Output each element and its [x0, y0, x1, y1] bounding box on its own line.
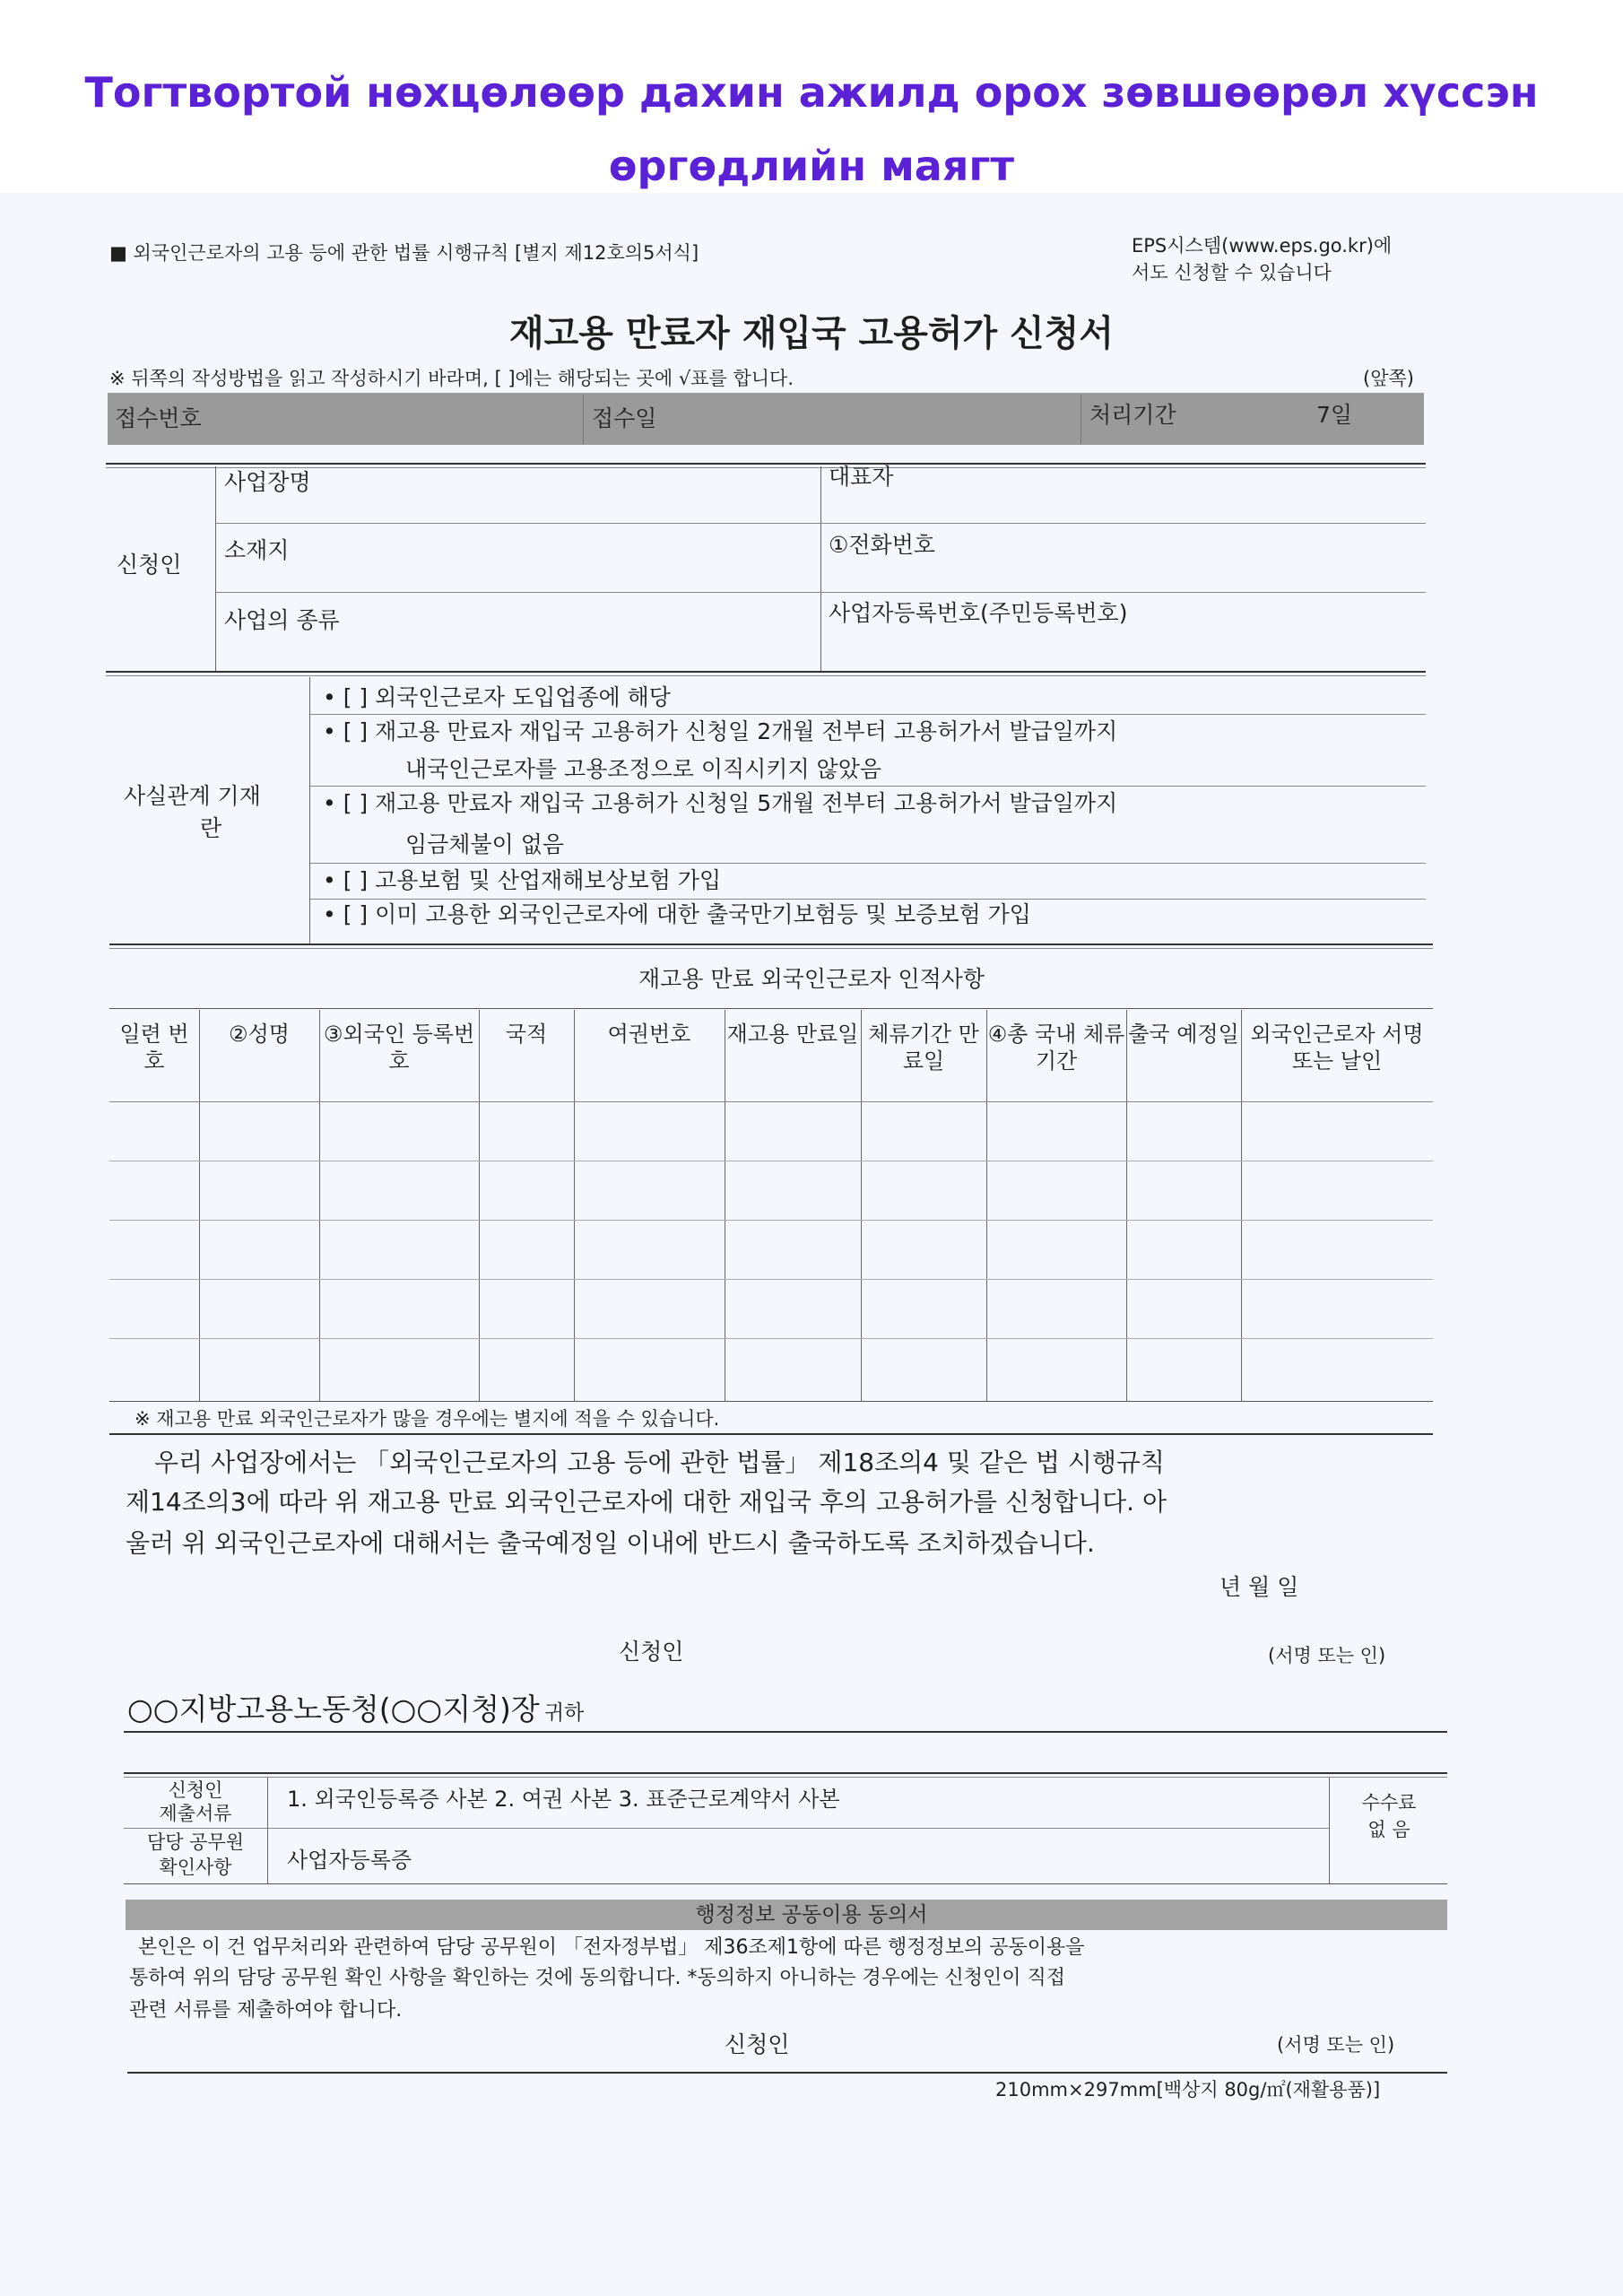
workers-col-header: 재고용 만료일 [726, 1022, 859, 1047]
fee-label: 수수료 [1361, 1792, 1417, 1813]
official-check-label-2: 확인사항 [159, 1857, 232, 1878]
table-header-rule [109, 1101, 1433, 1102]
applicant-docs-label-1: 신청인 [168, 1779, 223, 1801]
law-reference: ■ 외국인근로자의 고용 등에 관한 법률 시행규칙 [별지 제12호의5서식] [109, 242, 699, 264]
recipient-suffix: 귀하 [543, 1701, 585, 1725]
declaration-signature: (서명 또는 인) [1268, 1645, 1386, 1666]
table-column-rule [319, 1010, 320, 1401]
applicant-docs-label-2: 제출서류 [159, 1803, 232, 1824]
table-column-rule [199, 1010, 200, 1401]
table-row [109, 1220, 1433, 1221]
workers-col-header: 외국인근로자 서명 또는 날인 [1250, 1022, 1424, 1074]
recipient-line [127, 1690, 584, 1733]
fact-item-2-cont: 내국인근로자를 고용조정으로 이직시키지 않았음 [405, 756, 881, 782]
workers-note: ※ 재고용 만료 외국인근로자가 많을 경우에는 별지에 적을 수 있습니다. [135, 1408, 720, 1430]
official-check-items: 사업자등록증 [287, 1848, 412, 1873]
paper-spec: 210mm×297mm[백상지 80g/㎡(재활용품)] [995, 2079, 1381, 2100]
table-row [109, 1338, 1433, 1339]
facts-label-line1: 사실관계 기재 [124, 783, 261, 809]
consent-title: 행정정보 공동이용 동의서 [695, 1903, 928, 1926]
applicant-docs-items: 1. 외국인등록증 사본 2. 여권 사본 3. 표준근로계약서 사본 [287, 1787, 840, 1812]
workers-col-header: ④총 국내 체류기간 [987, 1022, 1125, 1074]
registration-number-label: 사업자등록번호(주민등록번호) [829, 600, 1128, 626]
workers-col-header: 출국 예정일 [1128, 1022, 1239, 1047]
declaration-date: 년 월 일 [1219, 1574, 1299, 1600]
eps-note-line2: 서도 신청할 수 있습니다 [1132, 262, 1332, 283]
banner [0, 0, 1623, 193]
receipt-bar [108, 393, 1424, 445]
fact-item-2: • [ ] 재고용 만료자 재입국 고용허가 신청일 2개월 전부터 고용허가서 발급일까지 [323, 718, 1118, 744]
workers-section-title: 재고용 만료 외국인근로자 인적사항 [638, 966, 985, 992]
table-row [109, 1279, 1433, 1280]
processing-period-label: 처리기간 [1089, 402, 1176, 428]
receipt-date-label: 접수일 [592, 405, 657, 431]
business-name-label: 사업장명 [224, 469, 311, 495]
facts-label-line2: 란 [200, 815, 222, 841]
fact-item-5: • [ ] 이미 고용한 외국인근로자에 대한 출국만기보험등 및 보증보험 가입 [323, 901, 1031, 927]
consent-line1: 본인은 이 건 업무처리와 관련하여 담당 공무원이 「전자정부법」 제36조제1항에 따른 행정정보의 공동이용을 [138, 1936, 1085, 1959]
fee-value: 없 음 [1367, 1819, 1410, 1840]
fact-item-4: • [ ] 고용보험 및 산업재해보상보험 가입 [323, 867, 722, 893]
workers-col-header: 일련 번호 [119, 1022, 189, 1074]
workers-col-header: 국적 [505, 1022, 548, 1047]
receipt-number-label: 접수번호 [115, 405, 202, 431]
declaration-line2: 제14조의3에 따라 위 재고용 만료 외국인근로자에 대한 재입국 후의 고용허가를 신청합니다. 아 [126, 1487, 1167, 1517]
table-column-rule [1241, 1010, 1242, 1401]
fact-item-3: • [ ] 재고용 만료자 재입국 고용허가 신청일 5개월 전부터 고용허가서 발급일까지 [323, 790, 1118, 816]
workers-col-header: 여권번호 [607, 1022, 691, 1047]
processing-period-value: 7일 [1316, 402, 1353, 428]
banner-title: Тогтвортой нөхцөлөөр дахин ажилд орох зөвшөөрөл хүссэн өргөдлийн маягт [84, 68, 1539, 190]
table-column-rule [574, 1010, 575, 1401]
form-title: 재고용 만료자 재입국 고용허가 신청서 [509, 313, 1114, 354]
consent-line2: 통하여 위의 담당 공무원 확인 사항을 확인하는 것에 동의합니다. *동의하지 아니하는 경우에는 신청인이 직접 [129, 1967, 1065, 1989]
phone-label: ①전화번호 [829, 532, 936, 558]
workers-col-header: ②성명 [229, 1022, 290, 1047]
workers-col-header: ③외국인 등록번호 [323, 1022, 475, 1074]
consent-applicant: 신청인 [725, 2031, 790, 2057]
declaration-line1: 우리 사업장에서는 「외국인근로자의 고용 등에 관한 법률」 제18조의4 및 같은 법 시행규칙 [154, 1448, 1165, 1477]
consent-line3: 관련 서류를 제출하여야 합니다. [129, 1999, 403, 2022]
notice: ※ 뒤쪽의 작성방법을 읽고 작성하시기 바라며, [ ]에는 해당되는 곳에 √표를 합니다. [109, 368, 794, 389]
applicant-label: 신청인 [117, 552, 182, 578]
business-type-label: 사업의 종류 [224, 607, 340, 633]
declaration-applicant: 신청인 [619, 1639, 684, 1665]
official-check-label-1: 담당 공무원 [146, 1831, 245, 1853]
table-column-rule [986, 1010, 987, 1401]
eps-note-line1: EPS시스템(www.eps.go.kr)에 [1132, 235, 1393, 257]
table-column-rule [1126, 1010, 1127, 1401]
recipient: ○○지방고용노동청(○○지청)장 [127, 1692, 540, 1726]
table-column-rule [861, 1010, 862, 1401]
consent-signature: (서명 또는 인) [1277, 2034, 1395, 2056]
workers-col-header: 체류기간 만료일 [868, 1022, 979, 1074]
fact-item-3-cont: 임금체불이 없음 [405, 831, 564, 857]
address-label: 소재지 [224, 537, 290, 563]
table-column-rule [479, 1010, 480, 1401]
fact-item-1: • [ ] 외국인근로자 도입업종에 해당 [323, 684, 671, 710]
representative-label: 대표자 [829, 464, 894, 490]
front-side-label: (앞쪽) [1363, 368, 1414, 389]
declaration-line3: 울러 위 외국인근로자에 대해서는 출국예정일 이내에 반드시 출국하도록 조치하겠습니다. [126, 1528, 1095, 1558]
